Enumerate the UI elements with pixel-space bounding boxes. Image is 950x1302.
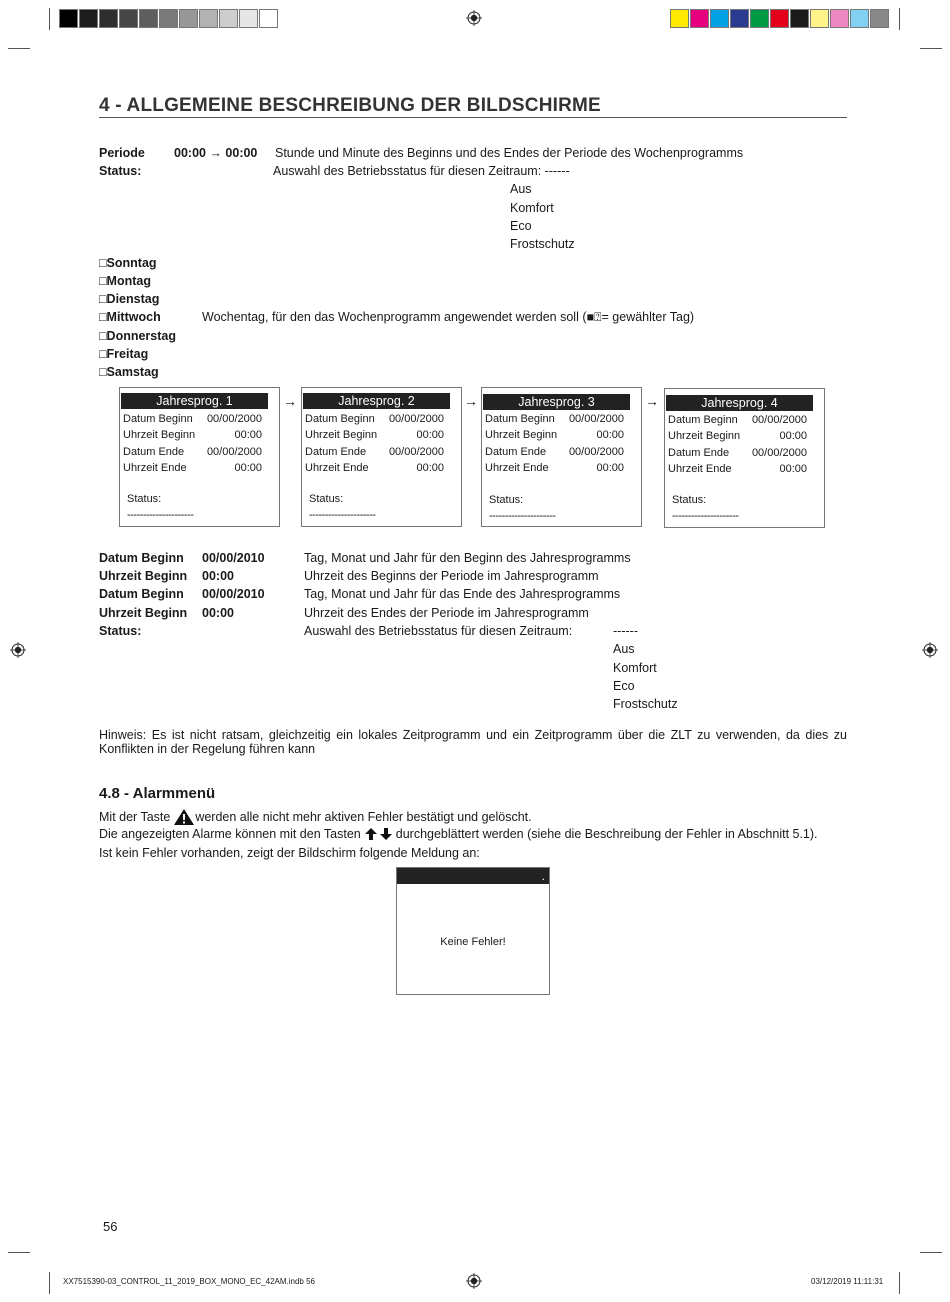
- text-segment: durchgeblättert werden (siehe die Beschreibung der Fehler in Abschnitt 5.1).: [395, 827, 818, 841]
- registration-mark-icon: [922, 642, 938, 658]
- warning-icon: [173, 808, 195, 826]
- footer-timestamp: 03/12/2019 11:11:31: [811, 1277, 884, 1286]
- row-value: 00:00: [416, 462, 444, 474]
- definition-label: Datum Beginn: [99, 551, 184, 565]
- color-swatch: [770, 9, 789, 28]
- day-item: □Donnerstag: [99, 329, 177, 343]
- row-label: Uhrzeit Beginn: [485, 429, 558, 441]
- program-row: [668, 463, 807, 475]
- days-description: Wochentag, für den das Wochenprogramm angewendet werden soll (■⍰= gewählter Tag): [202, 310, 695, 324]
- color-swatch: [670, 9, 689, 28]
- row-label: Datum Beginn: [485, 413, 555, 425]
- row-value: 00:00: [596, 462, 624, 474]
- row-label: Uhrzeit Beginn: [123, 429, 196, 441]
- status-option: Eco: [510, 219, 532, 233]
- day-item: □Montag: [99, 274, 151, 288]
- row-value: 00:00: [779, 430, 807, 442]
- status-label: Status:: [99, 624, 142, 638]
- alarm-text-line: Ist kein Fehler vorhanden, zeigt der Bildschirm folgende Meldung an:: [99, 846, 480, 860]
- status-option: Komfort: [613, 661, 657, 675]
- definition-value: 00/00/2010: [202, 551, 265, 565]
- color-swatch: [239, 9, 258, 28]
- program-row: [305, 446, 444, 458]
- color-swatch: [79, 9, 98, 28]
- program-row: [305, 413, 444, 425]
- status-option: Komfort: [510, 201, 554, 215]
- row-value: 00/00/2000: [751, 447, 807, 459]
- status-option: Eco: [613, 679, 635, 693]
- period-description: Stunde und Minute des Beginns und des Endes der Periode des Wochenprogramms: [275, 146, 744, 160]
- definition-value: 00:00: [202, 606, 234, 620]
- row-value: 00/00/2000: [568, 446, 624, 458]
- row-label: Datum Ende: [305, 446, 367, 458]
- status-option: ------: [613, 624, 638, 638]
- color-swatch: [830, 9, 849, 28]
- definition-label: Datum Beginn: [99, 587, 184, 601]
- row-label: Uhrzeit Ende: [123, 462, 187, 474]
- row-value: 00:00: [416, 429, 444, 441]
- color-swatch: [99, 9, 118, 28]
- color-swatch: [750, 9, 769, 28]
- day-item: □Freitag: [99, 347, 149, 361]
- heading-rule: [99, 117, 847, 118]
- row-value: 00/00/2000: [206, 413, 262, 425]
- definition-description: Tag, Monat und Jahr für das Ende des Jahresprogramms: [304, 587, 621, 601]
- program-row: [305, 462, 444, 474]
- row-label: Uhrzeit Beginn: [305, 429, 378, 441]
- page-heading: 4 - ALLGEMEINE BESCHREIBUNG DER BILDSCHIRME: [99, 95, 601, 116]
- footer-filename: XX7515390-03_CONTROL_11_2019_BOX_MONO_EC_42AM.indb 56: [63, 1277, 315, 1286]
- color-swatch: [710, 9, 729, 28]
- row-label: Datum Beginn: [668, 414, 738, 426]
- color-swatch: [119, 9, 138, 28]
- annual-program-box: [664, 388, 825, 528]
- row-value: 00:00: [234, 462, 262, 474]
- program-row: [668, 414, 807, 426]
- color-swatch: [139, 9, 158, 28]
- day-item: □Mittwoch: [99, 310, 161, 324]
- row-value: 00:00: [779, 463, 807, 475]
- note-line: Hinweis: Es ist nicht ratsam, gleichzeitig ein lokales Zeitprogramm und ein Zeitprogramm über die ZLT zu verwenden, da dies zu: [99, 728, 847, 742]
- definition-value: 00:00: [202, 569, 234, 583]
- registration-mark-icon: [466, 1273, 482, 1289]
- program-title: Jahresprog. 2: [303, 393, 450, 409]
- alarm-screen: [396, 867, 550, 995]
- color-swatch: [59, 9, 78, 28]
- status-option: Frostschutz: [613, 697, 678, 711]
- program-status-value: ---------------------: [489, 510, 556, 522]
- row-value: 00/00/2000: [751, 414, 807, 426]
- program-row: [485, 429, 624, 441]
- program-status-value: ---------------------: [127, 509, 194, 521]
- arrow-icon: →: [464, 393, 478, 409]
- program-row: [485, 462, 624, 474]
- program-row: [668, 447, 807, 459]
- program-row: [485, 413, 624, 425]
- definition-label: Uhrzeit Beginn: [99, 606, 188, 620]
- status-option: Aus: [613, 642, 635, 656]
- status-option: Frostschutz: [510, 237, 575, 251]
- row-label: Datum Ende: [485, 446, 547, 458]
- arrow-icon: →: [645, 393, 659, 409]
- row-value: 00:00: [234, 429, 262, 441]
- period-label: Periode: [99, 146, 145, 160]
- day-item: □Dienstag: [99, 292, 160, 306]
- program-row: [305, 429, 444, 441]
- color-swatch: [730, 9, 749, 28]
- day-item: □Sonntag: [99, 256, 157, 270]
- arrow-icon: →: [283, 393, 297, 409]
- program-title: Jahresprog. 1: [121, 393, 268, 409]
- annual-program-box: [301, 387, 462, 527]
- registration-mark-icon: [10, 642, 26, 658]
- annual-program-box: [119, 387, 280, 527]
- program-status: Status:: [127, 493, 162, 505]
- annual-program-box: [481, 387, 642, 527]
- definition-description: Uhrzeit des Endes der Periode im Jahresprogramm: [304, 606, 589, 620]
- arrow-down-icon: [380, 828, 392, 840]
- row-value: 00/00/2000: [388, 413, 444, 425]
- row-label: Datum Beginn: [123, 413, 193, 425]
- arrow-up-icon: [365, 828, 377, 840]
- color-swatch: [790, 9, 809, 28]
- definition-description: Tag, Monat und Jahr für den Beginn des Jahresprogramms: [304, 551, 631, 565]
- color-swatch: [870, 9, 889, 28]
- text-segment: werden alle nicht mehr aktiven Fehler bestätigt und gelöscht.: [195, 810, 532, 824]
- program-row: [668, 430, 807, 442]
- section-title: 4.8 - Alarmmenü: [99, 785, 216, 802]
- alarm-screen-message: Keine Fehler!: [440, 936, 506, 948]
- row-value: 00/00/2000: [388, 446, 444, 458]
- status-label: Status:: [99, 164, 142, 178]
- program-row: [123, 446, 262, 458]
- definition-value: 00/00/2010: [202, 587, 265, 601]
- program-row: [485, 446, 624, 458]
- note-line: Konflikten in der Regelung führen kann: [99, 742, 316, 756]
- program-title: Jahresprog. 3: [483, 394, 630, 410]
- program-status: Status:: [672, 494, 707, 506]
- alarm-text-line: [99, 826, 818, 842]
- color-swatch: [219, 9, 238, 28]
- row-label: Uhrzeit Ende: [668, 463, 732, 475]
- status-description: Auswahl des Betriebsstatus für diesen Zeitraum:: [304, 624, 573, 638]
- program-status: Status:: [489, 494, 524, 506]
- text-segment: Die angezeigten Alarme können mit den Tasten: [99, 827, 361, 841]
- page-number: 56: [103, 1219, 118, 1234]
- registration-mark-icon: [466, 10, 482, 26]
- program-status-value: ---------------------: [672, 510, 739, 522]
- definition-description: Uhrzeit des Beginns der Periode im Jahresprogramm: [304, 569, 599, 583]
- row-label: Uhrzeit Beginn: [668, 430, 741, 442]
- row-label: Datum Beginn: [305, 413, 375, 425]
- row-label: Datum Ende: [668, 447, 730, 459]
- color-swatch: [159, 9, 178, 28]
- row-value: 00:00: [596, 429, 624, 441]
- row-value: 00/00/2000: [206, 446, 262, 458]
- day-item: □Samstag: [99, 365, 159, 379]
- text-segment: Mit der Taste: [99, 810, 171, 824]
- color-swatch: [810, 9, 829, 28]
- color-swatch: [259, 9, 278, 28]
- color-swatch: [199, 9, 218, 28]
- row-label: Uhrzeit Ende: [485, 462, 549, 474]
- color-swatch: [690, 9, 709, 28]
- period-value: 00:00 → 00:00: [174, 146, 258, 160]
- row-label: Datum Ende: [123, 446, 185, 458]
- program-status: Status:: [309, 493, 344, 505]
- program-row: [123, 462, 262, 474]
- program-status-value: ---------------------: [309, 509, 376, 521]
- definition-label: Uhrzeit Beginn: [99, 569, 188, 583]
- row-label: Uhrzeit Ende: [305, 462, 369, 474]
- program-title: Jahresprog. 4: [666, 395, 813, 411]
- color-swatch: [179, 9, 198, 28]
- status-option: Aus: [510, 182, 532, 196]
- program-row: [123, 413, 262, 425]
- program-row: [123, 429, 262, 441]
- status-description: Auswahl des Betriebsstatus für diesen Zeitraum: ------: [273, 164, 570, 178]
- alarm-text-line: [99, 808, 532, 826]
- row-value: 00/00/2000: [568, 413, 624, 425]
- color-swatch: [850, 9, 869, 28]
- alarm-screen-header: .: [397, 868, 549, 884]
